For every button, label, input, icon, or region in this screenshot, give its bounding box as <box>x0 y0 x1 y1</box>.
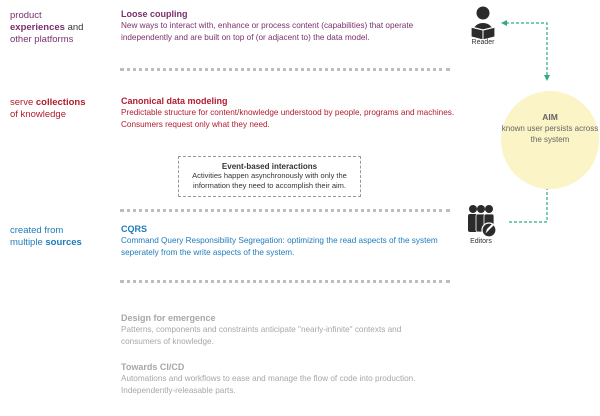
left-label-0-mid: and <box>64 22 84 33</box>
editors-label: Editors <box>470 238 492 245</box>
section-description: Automations and workflows to ease and manage the flow of code into production. Independently-releasable parts. <box>121 374 416 395</box>
left-label-2-pre: created from <box>10 225 64 236</box>
left-label-2-bold: sources <box>45 237 82 248</box>
left-label-1-pre: serve <box>10 97 36 108</box>
editors-icon <box>465 204 497 238</box>
event-description: Activities happen asynchronously with only the information they need to accomplish their aim. <box>192 171 347 190</box>
left-label-2-pre2: multiple <box>10 237 46 248</box>
event-title: Event-based interactions <box>221 162 318 171</box>
left-label-0-post: other platforms <box>10 34 74 45</box>
section-description: Command Query Responsibility Segregation: optimizing the read aspects of the system seperately from the write aspects of the system. <box>121 236 438 257</box>
left-label-1-bold: collections <box>35 97 86 108</box>
section-title: Loose coupling <box>121 9 188 19</box>
aim-title: AIM <box>542 112 558 122</box>
left-label-0-bold: experiences <box>10 22 65 33</box>
section-description: Predictable structure for content/knowledge understood by people, programs and machines. Consumers request only what they need. <box>121 108 455 129</box>
editors <box>456 204 506 245</box>
section-title: Canonical data modeling <box>121 96 228 106</box>
reader-icon <box>468 5 498 39</box>
aim-description: known user persists across the system <box>501 124 599 144</box>
aim-circle <box>501 91 599 189</box>
section-title: CQRS <box>121 224 148 234</box>
section-description: Patterns, components and constraints anticipate "nearly-infinite" contexts and consumers of knowledge. <box>121 325 402 346</box>
left-label-1-post: of knowledge <box>10 109 66 120</box>
reader-label: Reader <box>471 39 495 46</box>
section-title: Towards CI/CD <box>121 362 185 372</box>
reader <box>458 5 508 46</box>
section-title: Design for emergence <box>121 313 216 323</box>
left-label-0-pre: product <box>10 10 42 21</box>
section-description: New ways to interact with, enhance or process content (capabilities) that operate independently and are built on top of (or adjacent to) the data model. <box>121 21 414 42</box>
